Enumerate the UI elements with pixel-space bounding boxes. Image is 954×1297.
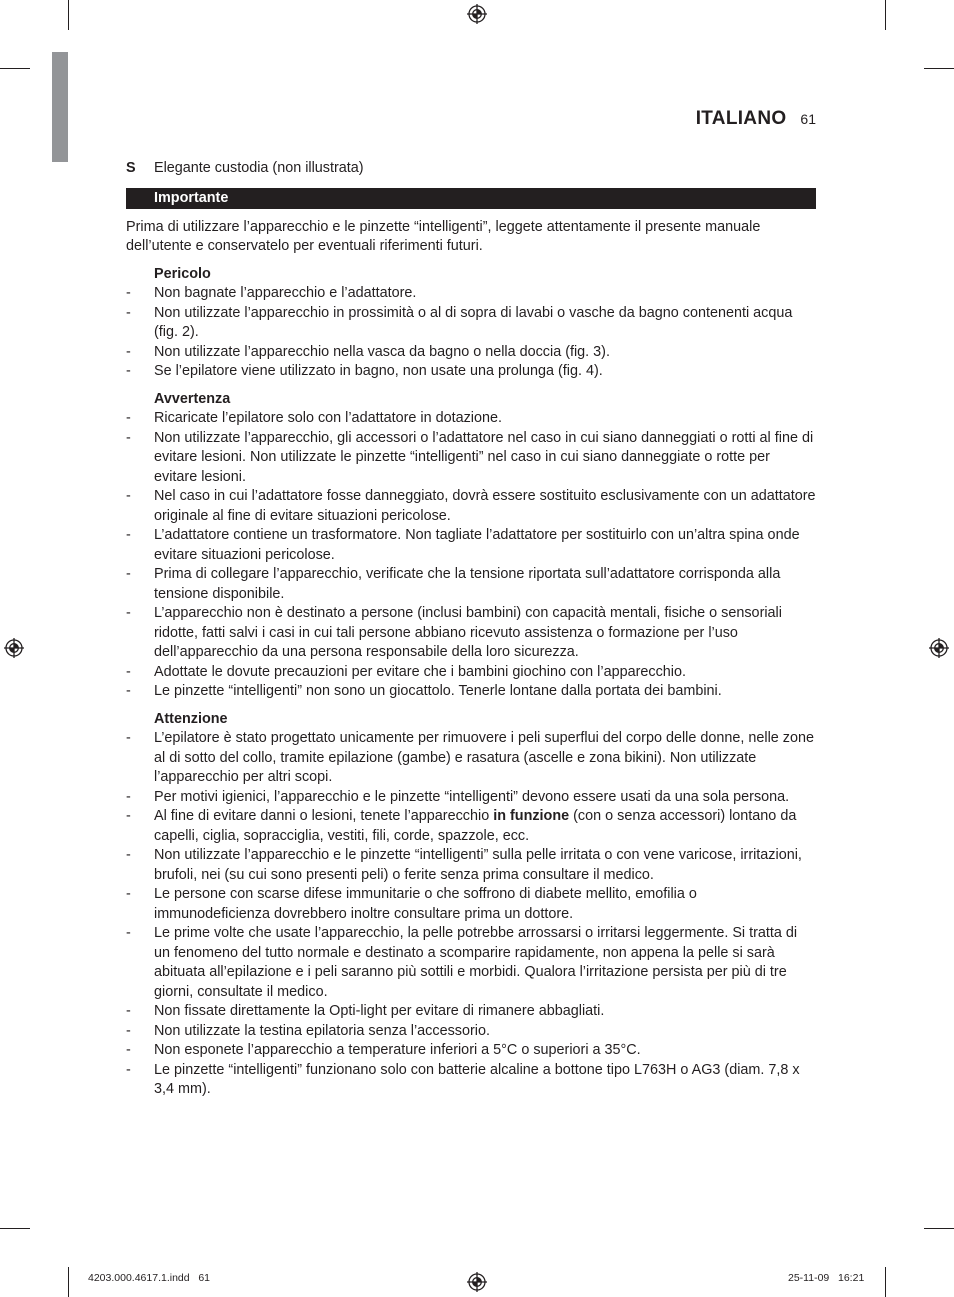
list-item: - Non utilizzate l’apparecchio in prossimità o al di sopra di lavabi o vasche da bagno contenenti acqua (fig. 2). <box>126 304 793 340</box>
list-item: - Non utilizzate l’apparecchio e le pinzette “intelligenti” sulla pelle irritata o con vene varicose, irritazioni, brufoli, nei (su cui sono presenti peli) o ferite senza prima consultare il medico. <box>126 847 802 883</box>
list-item: - L’adattatore contiene un trasformatore. Non tagliate l’adattatore per sostituirlo con un’altra spina onde evitare situazioni pericolose. <box>126 527 800 563</box>
page-header <box>126 108 816 130</box>
list-item: - Non utilizzate l’apparecchio, gli accessori o l’adattatore nel caso in cui siano danneggiati o rotti al fine di evitare lesioni. Non utilizzate le pinzette “intelligenti” nel caso in cui siano danneggiate o rotte per evitare lesioni. <box>126 429 814 485</box>
crop-mark <box>885 0 886 30</box>
crop-mark <box>0 1228 30 1229</box>
list-item: - Non esponete l’apparecchio a temperature inferiori a 5°C o superiori a 35°C. <box>126 1042 641 1058</box>
list-item: - Le pinzette “intelligenti” non sono un giocattolo. Tenerle lontane dalla portata dei bambini. <box>126 683 722 699</box>
list-item: - Le prime volte che usate l’apparecchio, la pelle potrebbe arrossarsi o irritarsi leggermente. Si tratta di un fenomeno del tutto normale e destinato a scomparire rapidamente, non appena la pelle si sarà abituata all’epilazione e i peli saranno più sottili e morbidi. Qualora l’irritazione persista per più di tre giorni, consultate il medico. <box>126 925 798 1000</box>
list-item: - L’epilatore è stato progettato unicamente per rimuovere i peli superflui del corpo delle donne, nelle zone al di sotto del collo, tramite epilazione (gambe) e rasatura (ascelle e zona bikini). Non utilizzate l’apparecchio per altri scopi. <box>126 730 814 785</box>
crop-mark <box>924 68 954 69</box>
footer-datetime: 25-11-09 16:21 <box>788 1272 865 1284</box>
registration-mark-icon <box>929 638 949 658</box>
registration-mark-icon <box>467 4 487 24</box>
list-item: - Se l’epilatore viene utilizzato in bagno, non usate una prolunga (fig. 4). <box>126 363 603 379</box>
footer-file-info: 4203.000.4617.1.indd 61 <box>88 1272 211 1284</box>
accessory-line <box>126 159 816 179</box>
page-number: 61 <box>800 111 816 127</box>
list-item: - Prima di collegare l’apparecchio, verificate che la tensione riportata sull’adattatore corrisponda alla tensione disponibile. <box>126 566 781 602</box>
list-item: - Non utilizzate l’apparecchio nella vasca da bagno o nella doccia (fig. 3). <box>126 343 610 360</box>
list-item: - Adottate le dovute precauzioni per evitare che i bambini giochino con l’apparecchio. <box>126 663 686 680</box>
language-title: ITALIANO <box>695 108 787 129</box>
list-item: - Non bagnate l’apparecchio e l’adattatore. <box>126 285 417 301</box>
registration-mark-icon <box>4 638 24 658</box>
list-item: - Nel caso in cui l’adattatore fosse danneggiato, dovrà essere sostituito esclusivamente con un adattatore originale al fine di evitare situazioni pericolose. <box>126 488 816 524</box>
list-item: - Non utilizzate la testina epilatoria senza l’accessorio. <box>126 1022 490 1039</box>
list-item: - Non fissate direttamente la Opti-light per evitare di rimanere abbagliati. <box>126 1003 605 1019</box>
subheading-avvertenza: Avvertenza <box>154 390 231 407</box>
crop-mark <box>0 68 30 69</box>
subheading-pericolo: Pericolo <box>154 265 211 282</box>
section-heading-bar <box>126 188 816 209</box>
crop-mark <box>68 0 69 30</box>
language-tab <box>52 52 68 162</box>
list-pericolo <box>126 284 816 382</box>
accessory-text: Elegante custodia (non illustrata) <box>154 160 364 176</box>
section-title: Importante <box>154 189 229 206</box>
accessory-marker: S <box>126 160 136 176</box>
list-item: - L’apparecchio non è destinato a persone (inclusi bambini) con capacità mentali, fisiche o sensoriali ridotte, fatti salvi i casi in cui tali persone abbiano ricevuto assistenza o formazione per l’uso dell’apparecchio da una persona responsabile della loro sicurezza. <box>126 605 782 660</box>
page-content <box>126 159 816 1100</box>
list-item: - Per motivi igienici, l’apparecchio e le pinzette “intelligenti” devono essere usati da una sola persona. <box>126 788 790 805</box>
crop-mark <box>885 1267 886 1297</box>
list-avvertenza <box>126 409 816 702</box>
list-item: - Le persone con scarse difese immunitarie o che soffrono di diabete mellito, emofilia o immunodeficienza dovrebbero inoltre consultare prima un dottore. <box>126 886 697 922</box>
registration-mark-icon <box>467 1272 487 1292</box>
list-item: - Al fine di evitare danni o lesioni, tenete l’apparecchio in funzione (con o senza accessori) lontano da capelli, ciglia, sopracciglia, vestiti, fili, corde, spazzole, ecc. <box>126 808 797 844</box>
subheading-attenzione: Attenzione <box>154 710 228 727</box>
crop-mark <box>68 1267 69 1297</box>
list-item: - Le pinzette “intelligenti” funzionano solo con batterie alcaline a bottone tipo L763H o AG3 (diam. 7,8 x 3,4 mm). <box>126 1061 800 1097</box>
emphasis-text: in funzione <box>493 808 570 824</box>
intro-paragraph: Prima di utilizzare l’apparecchio e le pinzette “intelligenti”, leggete attentamente il presente manuale dell’utente e conservatelo per eventuali riferimenti futuri. <box>126 218 761 254</box>
list-attenzione <box>126 729 816 1100</box>
list-item: - Ricaricate l’epilatore solo con l’adattatore in dotazione. <box>126 410 502 426</box>
crop-mark <box>924 1228 954 1229</box>
